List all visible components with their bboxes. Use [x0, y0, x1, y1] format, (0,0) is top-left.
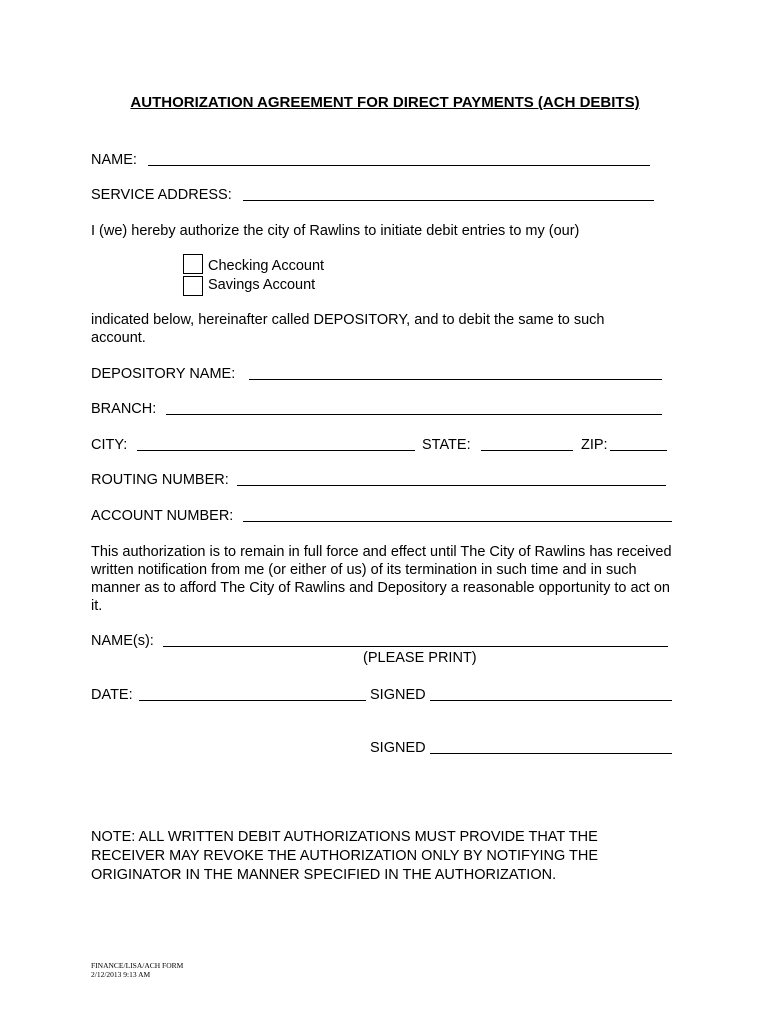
revocation-note: NOTE: ALL WRITTEN DEBIT AUTHORIZATIONS MUST PROVIDE THAT THE RECEIVER MAY REVOKE THE AUTHORIZATION ONLY BY NOTIFYING THE ORIGINATOR IN THE MANNER SPECIFIED IN THE AUTHORIZATION.	[91, 829, 599, 883]
footer-form-id: FINANCE/LISA/ACH FORM	[91, 961, 184, 970]
savings-account-checkbox[interactable]	[183, 276, 203, 296]
account-number-field[interactable]	[243, 521, 672, 522]
footer-timestamp: 2/12/2013 9:13 AM	[91, 970, 151, 979]
signature-field-2[interactable]	[430, 753, 672, 754]
city-label: CITY:	[91, 437, 128, 453]
signed-label-1: SIGNED	[370, 687, 426, 703]
please-print-hint: (PLEASE PRINT)	[363, 650, 477, 666]
city-field[interactable]	[137, 450, 415, 451]
date-field[interactable]	[139, 700, 366, 701]
service-address-field[interactable]	[243, 200, 654, 201]
names-label: NAME(s):	[91, 633, 154, 649]
routing-number-field[interactable]	[237, 485, 666, 486]
names-field[interactable]	[163, 646, 668, 647]
depository-statement: indicated below, hereinafter called DEPOSITORY, and to debit the same to such account.	[91, 312, 605, 346]
checking-account-checkbox[interactable]	[183, 254, 203, 274]
depository-name-field[interactable]	[249, 379, 662, 380]
depository-name-label: DEPOSITORY NAME:	[91, 366, 236, 382]
authorization-terms: This authorization is to remain in full force and effect until The City of Rawlins has received written notification from me (or either of us) of its termination in such time and in such manner as to afford The City of Rawlins and Depository a reasonable opportunity to act on it.	[91, 544, 672, 614]
name-field[interactable]	[148, 165, 650, 166]
branch-field[interactable]	[166, 414, 662, 415]
zip-label: ZIP:	[581, 437, 608, 453]
form-title: AUTHORIZATION AGREEMENT FOR DIRECT PAYMENTS (ACH DEBITS)	[130, 94, 640, 111]
savings-account-label: Savings Account	[208, 277, 316, 293]
account-number-label: ACCOUNT NUMBER:	[91, 508, 234, 524]
checking-account-label: Checking Account	[208, 258, 325, 274]
signature-field-1[interactable]	[430, 700, 672, 701]
signed-label-2: SIGNED	[370, 740, 426, 756]
routing-number-label: ROUTING NUMBER:	[91, 472, 229, 488]
name-label: NAME:	[91, 152, 137, 168]
date-label: DATE:	[91, 687, 133, 703]
state-field[interactable]	[481, 450, 573, 451]
service-address-label: SERVICE ADDRESS:	[91, 187, 232, 203]
authorize-statement: I (we) hereby authorize the city of Rawlins to initiate debit entries to my (our)	[91, 223, 580, 239]
zip-field[interactable]	[610, 450, 667, 451]
branch-label: BRANCH:	[91, 401, 157, 417]
state-label: STATE:	[422, 437, 471, 453]
